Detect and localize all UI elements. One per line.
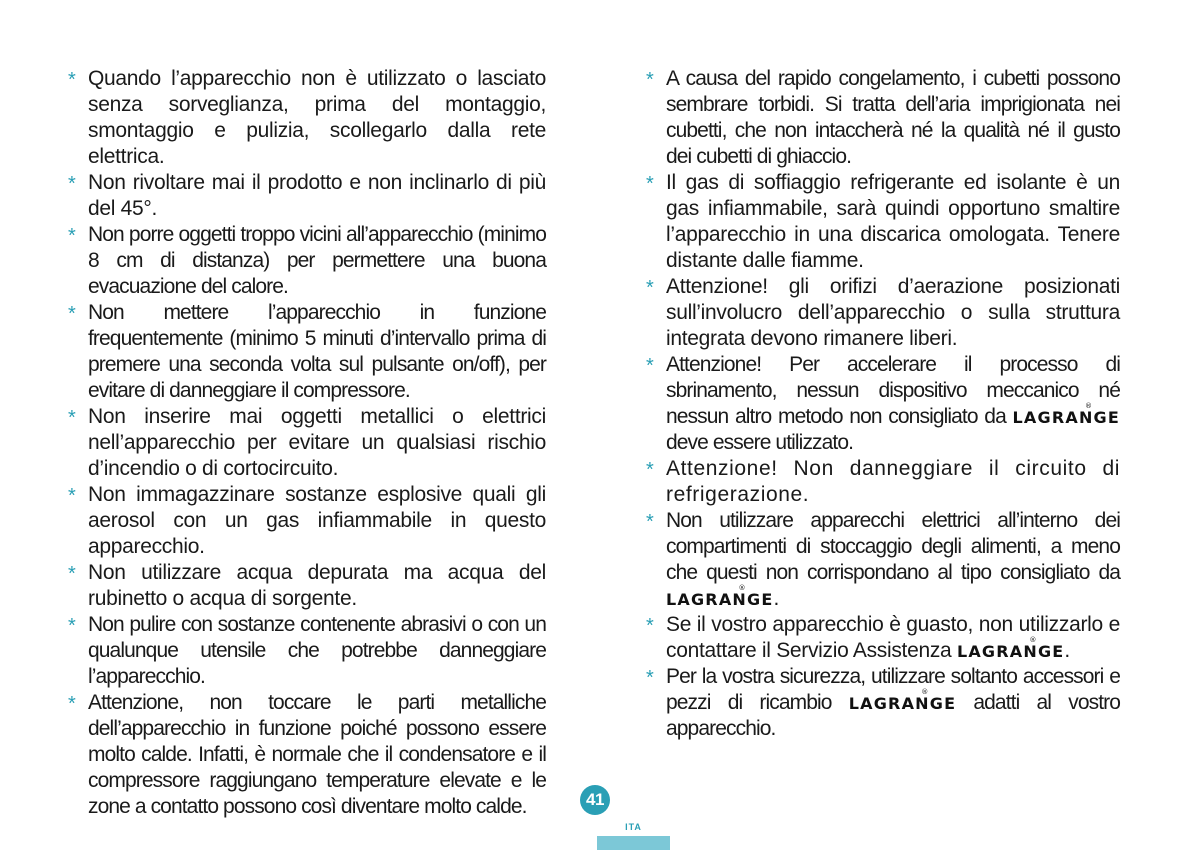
- safety-item-hot-parts: [68, 690, 546, 820]
- item-text-after: .: [1064, 639, 1070, 662]
- item-text-before: Attenzione! Per accelerare il processo di sbrinamento, nessun dispositivo meccanico né nessun altro metodo non consigliato da: [666, 353, 1120, 428]
- brand-name: LAGRANGE: [666, 590, 774, 609]
- language-label: ITA: [625, 822, 642, 832]
- safety-item-switching: [68, 300, 546, 404]
- brand-logo: [848, 688, 957, 713]
- asterisk-bullet-icon: *: [646, 615, 654, 637]
- safety-item-metal-objects: [68, 404, 546, 482]
- asterisk-bullet-icon: *: [68, 303, 75, 325]
- item-text-before: Per la vostra sicurezza, utilizzare soltanto accessori e pezzi di ricambio: [666, 665, 1120, 714]
- item-text: Quando l’apparecchio non è utilizzato o lasciato senza sorveglianza, prima del montaggio, smontaggio e pulizia, scollegarlo dalla rete elettrica.: [88, 67, 546, 168]
- safety-item-service: [646, 612, 1120, 664]
- item-text: Non immagazzinare sostanze esplosive quali gli aerosol con un gas infiammabile in questo apparecchio.: [88, 483, 546, 558]
- language-tab-bar: [597, 836, 670, 850]
- safety-item-tilt: [68, 170, 546, 222]
- item-text-after: adatti al vostro apparecchio.: [666, 691, 1121, 740]
- asterisk-bullet-icon: *: [68, 693, 75, 715]
- safety-item-circuit: [646, 456, 1120, 508]
- brand-logo: [666, 584, 774, 609]
- safety-item-distance: [68, 222, 546, 300]
- safety-item-flammable-gas: [646, 170, 1120, 274]
- asterisk-bullet-icon: *: [68, 615, 75, 637]
- brand-logo: [956, 636, 1065, 661]
- right-column: [646, 66, 1120, 742]
- asterisk-bullet-icon: *: [68, 225, 75, 247]
- item-text: A causa del rapido congelamento, i cubetti possono sembrare torbidi. Si tratta dell’aria imprigionata nei cubetti, che non intaccherà né la qualità né il gusto dei cubetti di ghiaccio.: [666, 67, 1120, 168]
- safety-item-explosives: [68, 482, 546, 560]
- registered-mark: ®: [738, 584, 746, 592]
- item-text: Non pulire con sostanze contenente abrasivi o con un qualunque utensile che potrebbe danneggiare l’apparecchio.: [88, 613, 546, 688]
- item-text: Attenzione! gli orifizi d’aerazione posizionati sull’involucro dell’apparecchio o sulla struttura integrata devono rimanere liberi.: [666, 275, 1120, 350]
- item-text: Non rivoltare mai il prodotto e non inclinarlo di più del 45°.: [88, 171, 546, 220]
- item-text-before: Se il vostro apparecchio è guasto, non utilizzarlo e contattare il Servizio Assistenza: [666, 613, 1120, 662]
- safety-item-cloudy-cubes: [646, 66, 1120, 170]
- asterisk-bullet-icon: *: [68, 485, 76, 507]
- page-number: 41: [580, 785, 610, 815]
- asterisk-bullet-icon: *: [646, 355, 653, 377]
- asterisk-bullet-icon: *: [68, 407, 76, 429]
- safety-item-water: [68, 560, 546, 612]
- brand-logo: [1012, 402, 1120, 427]
- item-text: Non porre oggetti troppo vicini all’apparecchio (minimo 8 cm di distanza) per permettere una buona evacuazione del calore.: [88, 223, 546, 298]
- safety-item-electric-devices: [646, 508, 1120, 612]
- asterisk-bullet-icon: *: [646, 173, 654, 195]
- asterisk-bullet-icon: *: [646, 69, 653, 91]
- registered-mark: ®: [921, 688, 929, 696]
- registered-mark: ®: [1085, 402, 1092, 410]
- item-text-after: .: [773, 587, 779, 610]
- item-text: Non utilizzare acqua depurata ma acqua del rubinetto o acqua di sorgente.: [88, 561, 546, 610]
- asterisk-bullet-icon: *: [68, 69, 76, 91]
- item-text-before: Non utilizzare apparecchi elettrici all’interno dei compartimenti di stoccaggio degli alimenti, a meno che questi non corrispondano al tipo consigliato da: [666, 509, 1120, 584]
- asterisk-bullet-icon: *: [646, 511, 653, 533]
- item-text: Non inserire mai oggetti metallici o elettrici nell’apparecchio per evitare un qualsiasi rischio d’incendio o di cortocircuito.: [88, 405, 546, 480]
- registered-mark: ®: [1029, 636, 1037, 644]
- asterisk-bullet-icon: *: [646, 459, 655, 481]
- item-text: Non mettere l’apparecchio in funzione frequentemente (minimo 5 minuti d’intervallo prima di premere una seconda volta sul pulsante on/off), per evitare di danneggiare il compressore.: [88, 301, 546, 402]
- safety-item-vents: [646, 274, 1120, 352]
- brand-name: LAGRANGE: [956, 642, 1065, 661]
- asterisk-bullet-icon: *: [68, 563, 76, 585]
- asterisk-bullet-icon: *: [646, 667, 653, 689]
- item-text: Attenzione, non toccare le parti metalliche dell’apparecchio in funzione poiché possono essere molto calde. Infatti, è normale che il condensatore e il compressore raggiungano temperature elevate e le zone a contatto possono così diventare molto calde.: [88, 691, 546, 818]
- left-column: [68, 66, 546, 820]
- item-text-after: deve essere utilizzato.: [666, 431, 854, 454]
- brand-name: LAGRANGE: [848, 694, 957, 713]
- safety-item-defrosting: [646, 352, 1120, 456]
- item-text: Il gas di soffiaggio refrigerante ed isolante è un gas infiammabile, sarà quindi opportuno smaltire l’apparecchio in una discarica omologata. Tenere distante dalle fiamme.: [666, 171, 1120, 272]
- item-text: Attenzione! Non danneggiare il circuito di refrigerazione.: [666, 457, 1120, 506]
- safety-item-cleaning: [68, 612, 546, 690]
- asterisk-bullet-icon: *: [68, 173, 76, 195]
- safety-item-unplug: [68, 66, 546, 170]
- brand-name: LAGRANGE: [1012, 408, 1120, 427]
- safety-item-spare-parts: [646, 664, 1120, 742]
- asterisk-bullet-icon: *: [646, 277, 654, 299]
